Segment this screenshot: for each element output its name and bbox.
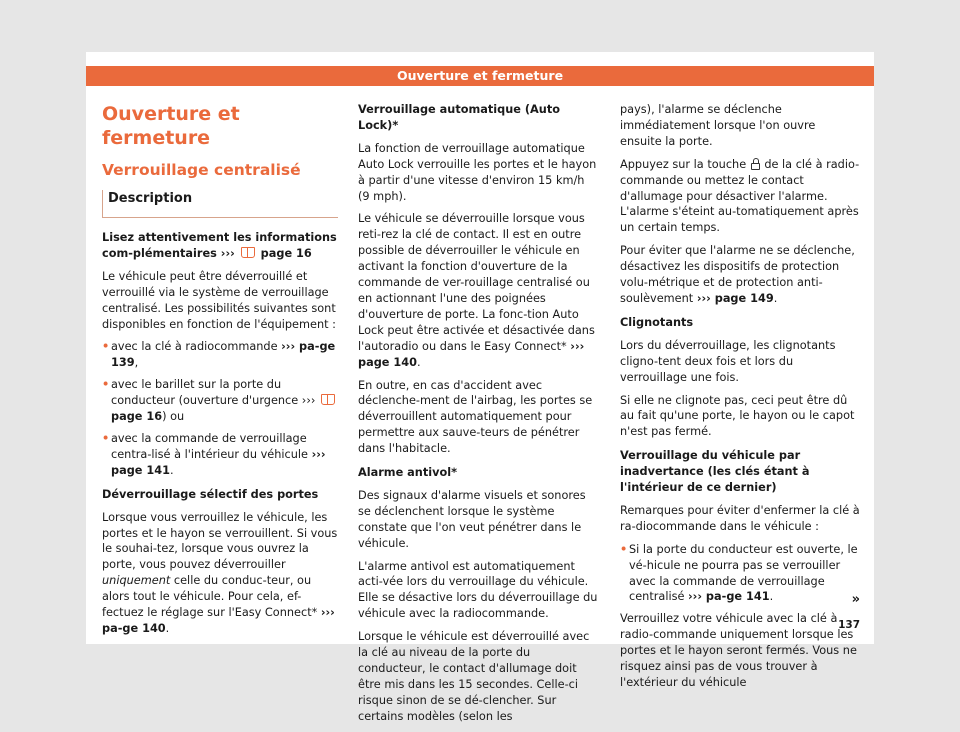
paragraph-text: celle du conduc-teur, ou alors tout le véhicule. Pour cela, ef-fectuez le réglage sur l'Easy Connect*	[102, 574, 321, 620]
paragraph: Remarques pour éviter d'enfermer la clé à ra-diocommande dans le véhicule :	[620, 503, 860, 533]
list-item	[102, 377, 338, 425]
subheading: Clignotants	[620, 315, 694, 329]
paragraph: Des signaux d'alarme visuels et sonores se déclenchent lorsque le système constate que l'on veut pénétrer dans le véhicule.	[358, 488, 586, 550]
list-item-tail: .	[169, 463, 174, 477]
list-item-text: avec la commande de verrouillage centra-lisé à l'intérieur du véhicule	[111, 431, 312, 461]
paragraph: pays), l'alarme se déclenche immédiatement lorsque l'on ouvre ensuite la porte.	[620, 103, 816, 148]
column-left	[102, 102, 338, 644]
paragraph	[620, 243, 860, 307]
paragraph: Le véhicule peut être déverrouillé et verrouillé via le système de verrouillage centralisé. Les possibilités suivantes sont disponibles en fonction de l'équipement :	[102, 269, 336, 331]
bullet-dot: •	[102, 378, 110, 392]
list-item-tail: ) ou	[162, 410, 185, 424]
list-item	[620, 542, 860, 606]
paragraph	[620, 157, 860, 237]
subheading: Verrouillage automatique (Auto Lock)*	[358, 103, 560, 132]
bullet-dot: •	[102, 431, 110, 445]
emphasis-text: uniquement	[102, 574, 171, 588]
paragraph: En outre, en cas d'accident avec déclenche-ment de l'airbag, les portes se déverrouillent automatiquement pour permettre aux sauve-teurs de pénétrer dans l'habitacle.	[358, 378, 593, 456]
list-item	[102, 339, 338, 371]
paragraph-tail: .	[773, 291, 778, 305]
list-item-text: avec le barillet sur la porte du conducteur (ouverture d'urgence ›››	[111, 378, 319, 408]
page-ref-link[interactable]: ››› pa-ge 141	[688, 590, 770, 604]
page-ref-link[interactable]: ››› page 140	[358, 339, 585, 369]
paragraph: Verrouillez votre véhicule avec la clé à radio-commande uniquement lorsque les portes et le hayon seront fermés. Vous ne risquez ainsi pas de vous trouver à l'extérieur du véhicule	[620, 612, 857, 689]
paragraph-text: Lorsque vous verrouillez le véhicule, les portes et le hayon se verrouillent. Si vous le souhai-tez, lorsque vous ouvrez la porte, vous pouvez déverrouiller	[102, 510, 338, 572]
column-right	[620, 102, 860, 698]
paragraph	[358, 211, 598, 370]
document-page	[86, 52, 874, 723]
page-ref-link[interactable]: ››› page 141	[111, 447, 326, 477]
paragraph-tail: .	[165, 621, 170, 635]
paragraph: L'alarme antivol est automatiquement acti-vée lors du verrouillage du véhicule. Elle se désactive lors du déverrouillage du véhicule avec la radiocommande.	[358, 559, 598, 621]
paragraph	[102, 510, 338, 637]
paragraph-text: Pour éviter que l'alarme ne se déclenche, désactivez les dispositifs de protection volu-métrique et de protection anti-soulèvement	[620, 244, 855, 305]
page-ref-link[interactable]: ››› page 149	[696, 291, 774, 305]
continued-arrow: »	[851, 592, 860, 607]
lock-key-icon	[751, 163, 760, 170]
page-ref-link[interactable]: ››› pa-ge 140	[102, 606, 335, 635]
chapter-title: Ouverture et fermeture	[102, 103, 240, 149]
page-ref-link[interactable]: ››› pa-ge 139	[111, 340, 336, 370]
bullet-dot: •	[620, 542, 628, 556]
paragraph: Lorsque le véhicule est déverrouillé avec la clé au niveau de la porte du conducteur, le contact d'allumage doit être mis dans les 15 secondes. Celle-ci risque sinon de se dé-clencher. Sur certains modèles (selon les	[358, 630, 590, 723]
intro-note-ref[interactable]: page 16	[260, 246, 312, 260]
list-item-tail: .	[769, 590, 774, 604]
subheading: Déverrouillage sélectif des portes	[102, 487, 319, 501]
page-ref-link[interactable]: page 16	[111, 410, 163, 424]
manual-book-icon	[241, 247, 255, 258]
subheading: Verrouillage du véhicule par inadvertance (les clés étant à l'intérieur de ce dernier)	[620, 449, 810, 495]
running-header: Ouverture et fermeture	[86, 66, 874, 86]
paragraph: Si elle ne clignote pas, ceci peut être dû au fait qu'une porte, le hayon ou le capot n'est pas fermé.	[620, 393, 855, 439]
page-number: 137	[838, 619, 860, 631]
paragraph-text: Le véhicule se déverrouille lorsque vous reti-rez la clé de contact. Il est en outre possible de déverrouiller le véhicule en activant la fonction d'ouverture de la commande de ver-rouillage centralisé ou en actionnant l'une des poignées d'ouverture de porte. La fonc-tion Auto Lock peut être activée et désactivée dans l'autoradio ou dans le Easy Connect*	[358, 212, 595, 353]
paragraph-text: de la clé à radio-commande ou mettez le contact d'allumage pour désactiver l'alarme. L'alarme s'éteint au-tomatiquement après un certain temps.	[620, 157, 860, 235]
subsection-title: Description	[102, 190, 338, 218]
column-middle	[358, 102, 598, 732]
intro-note-text: Lisez attentivement les informations com-plémentaires ›››	[102, 231, 337, 260]
subheading: Alarme antivol*	[358, 466, 458, 480]
paragraph-text: Appuyez sur la touche	[620, 157, 750, 171]
paragraph: Lors du déverrouillage, les clignotants cligno-tent deux fois et lors du verrouillage une fois.	[620, 338, 836, 384]
bullet-dot: •	[102, 340, 110, 354]
intro-note	[102, 230, 338, 262]
list-item-text: avec la clé à radiocommande	[111, 340, 282, 354]
paragraph-tail: .	[416, 355, 421, 369]
manual-book-icon	[321, 394, 335, 405]
paragraph: La fonction de verrouillage automatique Auto Lock verrouille les portes et le hayon à partir d'une vitesse d'environ 15 km/h (9 mph).	[358, 141, 597, 203]
list-item-text: Si la porte du conducteur est ouverte, le vé-hicule ne pourra pas se verrouiller avec la commande de verrouillage centralisé	[629, 542, 858, 604]
list-item-tail: ,	[134, 356, 139, 370]
section-title: Verrouillage centralisé	[102, 161, 301, 179]
list-item	[102, 431, 338, 479]
